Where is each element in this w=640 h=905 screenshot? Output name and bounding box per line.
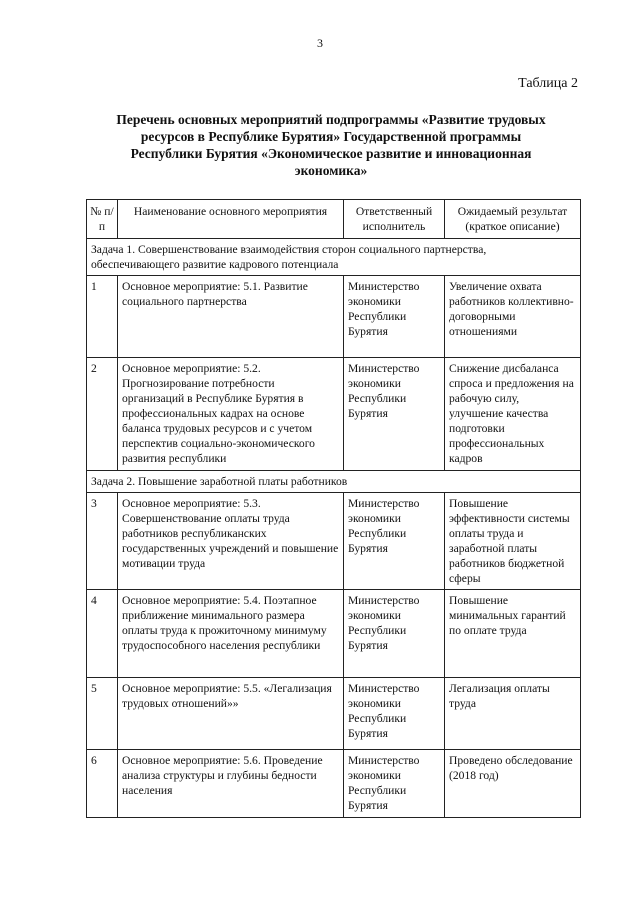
task-title: Задача 1. Совершенствование взаимодействия сторон социального партнерства, обеспечивающего развитие кадрового потенциала xyxy=(87,239,581,276)
row-result: Проведено обследование (2018 год) xyxy=(445,750,581,818)
row-executor: Министерство экономики Республики Бурятия xyxy=(344,493,445,590)
table-row xyxy=(87,590,581,678)
header-name: Наименование основного мероприятия xyxy=(118,200,344,239)
measures-table xyxy=(86,199,581,818)
row-executor: Министерство экономики Республики Бурятия xyxy=(344,276,445,358)
document-title: Перечень основных мероприятий подпрограммы «Развитие трудовых ресурсов в Республике Бурятия» Государственной программы Республики Бурятия «Экономическое развитие и инновационная экономика» xyxy=(116,112,546,178)
header-num: № п/п xyxy=(87,200,118,239)
row-executor: Министерство экономики Республики Бурятия xyxy=(344,750,445,818)
table-row xyxy=(87,276,581,358)
row-name: Основное мероприятие: 5.3. Совершенствование оплаты труда работников республиканских государственных учреждений и повышение мотивации труда xyxy=(118,493,344,590)
row-name: Основное мероприятие: 5.5. «Легализация трудовых отношений»» xyxy=(118,678,344,750)
row-num: 4 xyxy=(87,590,118,678)
row-result: Снижение дисбаланса спроса и предложения на рабочую силу, улучшение качества подготовки профессиональных кадров xyxy=(445,358,581,471)
table-label: Таблица 2 xyxy=(518,76,578,91)
row-num: 3 xyxy=(87,493,118,590)
row-result: Повышение минимальных гарантий по оплате труда xyxy=(445,590,581,678)
page-number: 3 xyxy=(317,36,323,50)
task-row xyxy=(87,471,581,493)
table-row xyxy=(87,358,581,471)
header-executor: Ответственный исполнитель xyxy=(344,200,445,239)
header-result: Ожидаемый результат (краткое описание) xyxy=(445,200,581,239)
row-num: 6 xyxy=(87,750,118,818)
row-num: 1 xyxy=(87,276,118,358)
row-name: Основное мероприятие: 5.4. Поэтапное приближение минимального размера оплаты труда к прожиточному минимуму трудоспособного населения республики xyxy=(118,590,344,678)
row-name: Основное мероприятие: 5.2. Прогнозирование потребности организаций в Республике Бурятия в профессиональных кадрах на основе баланса трудовых ресурсов и с учетом перспектив социально-экономического развития республики xyxy=(118,358,344,471)
table-row xyxy=(87,493,581,590)
row-executor: Министерство экономики Республики Бурятия xyxy=(344,358,445,471)
row-executor: Министерство экономики Республики Бурятия xyxy=(344,678,445,750)
row-num: 5 xyxy=(87,678,118,750)
row-result: Увеличение охвата работников коллективно-договорными отношениями xyxy=(445,276,581,358)
table-row xyxy=(87,678,581,750)
row-executor: Министерство экономики Республики Бурятия xyxy=(344,590,445,678)
row-result: Легализация оплаты труда xyxy=(445,678,581,750)
task-row xyxy=(87,239,581,276)
table-header-row xyxy=(87,200,581,239)
table-row xyxy=(87,750,581,818)
row-num: 2 xyxy=(87,358,118,471)
row-result: Повышение эффективности системы оплаты труда и заработной платы работников бюджетной сферы xyxy=(445,493,581,590)
row-name: Основное мероприятие: 5.1. Развитие социального партнерства xyxy=(118,276,344,358)
task-title: Задача 2. Повышение заработной платы работников xyxy=(87,471,581,493)
row-name: Основное мероприятие: 5.6. Проведение анализа структуры и глубины бедности населения xyxy=(118,750,344,818)
